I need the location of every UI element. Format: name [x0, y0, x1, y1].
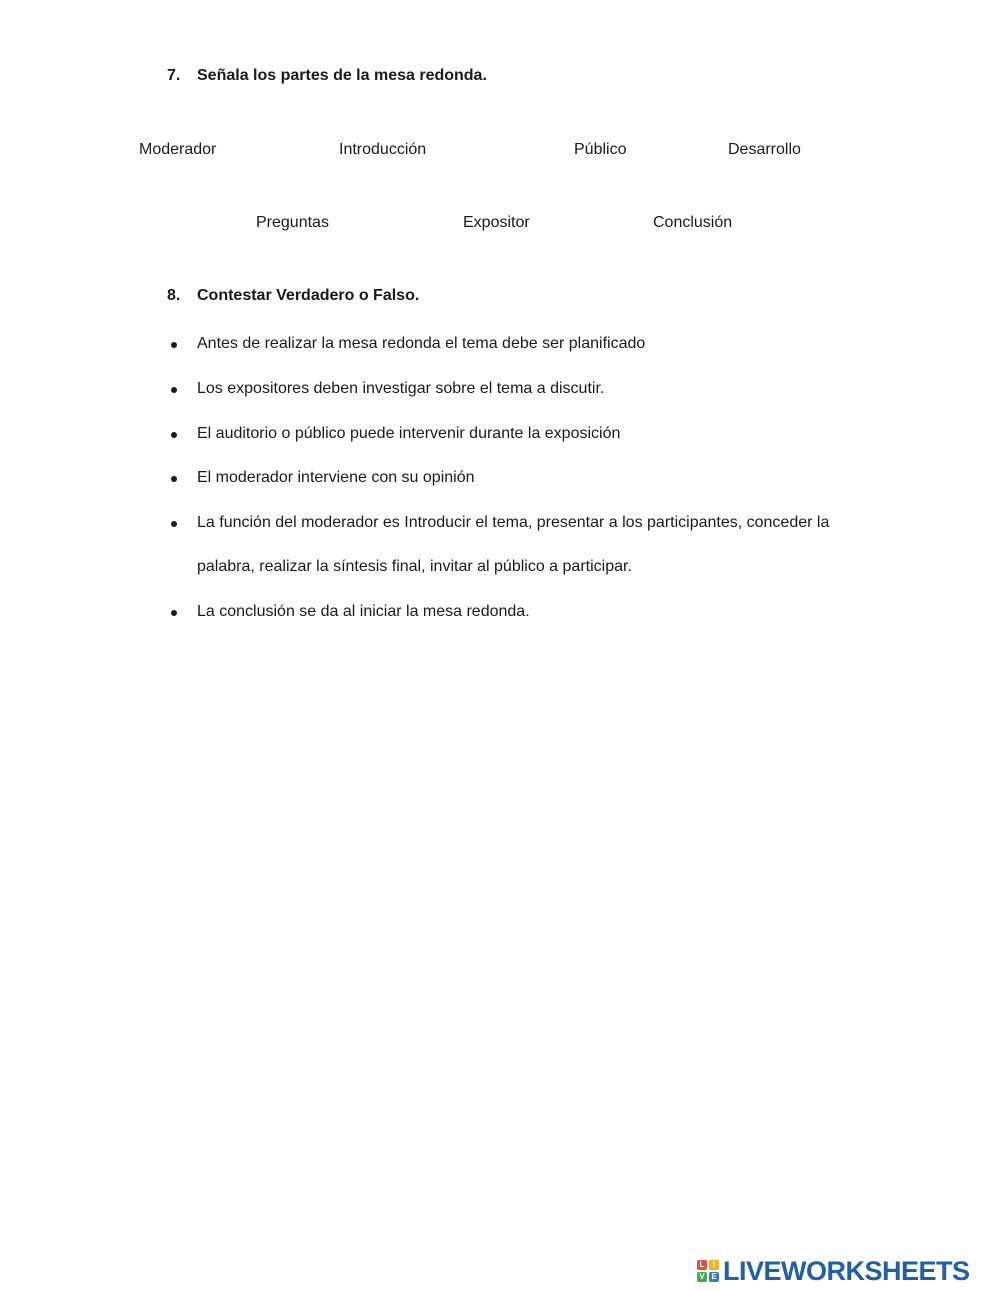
statement-3[interactable]: El auditorio o público puede intervenir durante la exposición: [197, 425, 621, 442]
option-publico[interactable]: Público: [574, 141, 627, 158]
bullet-icon: [171, 432, 177, 438]
statement-2[interactable]: Los expositores deben investigar sobre el tema a discutir.: [197, 380, 605, 397]
bullet-icon: [171, 521, 177, 527]
statement-1[interactable]: Antes de realizar la mesa redonda el tema debe ser planificado: [197, 335, 646, 352]
statement-4[interactable]: El moderador interviene con su opinión: [197, 469, 475, 486]
logo-letter: L: [697, 1260, 707, 1270]
question-8-title: [167, 287, 419, 305]
statement-5-line-1[interactable]: La función del moderador es Introducir el tema, presentar a los participantes, conceder la: [197, 514, 830, 531]
logo-text: LIVEWORKSHEETS: [723, 1255, 970, 1286]
bullet-icon: [171, 476, 177, 482]
question-8-text: Contestar Verdadero o Falso.: [197, 287, 420, 304]
option-desarrollo[interactable]: Desarrollo: [728, 141, 801, 158]
question-7-title: [167, 67, 487, 85]
question-7-number: 7.: [167, 67, 181, 84]
logo-letter: I: [709, 1260, 719, 1270]
liveworksheets-logo: [697, 1256, 970, 1286]
bullet-icon: [171, 387, 177, 393]
logo-letter: E: [709, 1272, 719, 1282]
question-8-number: 8.: [167, 287, 181, 304]
option-introduccion[interactable]: Introducción: [339, 141, 427, 158]
statement-6[interactable]: La conclusión se da al iniciar la mesa redonda.: [197, 603, 530, 620]
option-conclusion[interactable]: Conclusión: [653, 214, 733, 231]
question-7-text: Señala los partes de la mesa redonda.: [197, 67, 487, 84]
bullet-icon: [171, 342, 177, 348]
option-preguntas[interactable]: Preguntas: [256, 214, 329, 231]
option-moderador[interactable]: Moderador: [139, 141, 217, 158]
option-expositor[interactable]: Expositor: [463, 214, 530, 231]
bullet-icon: [171, 610, 177, 616]
statement-5-line-2[interactable]: palabra, realizar la síntesis final, invitar al público a participar.: [197, 558, 632, 575]
logo-grid-icon: [697, 1260, 719, 1282]
logo-letter: V: [697, 1272, 707, 1282]
